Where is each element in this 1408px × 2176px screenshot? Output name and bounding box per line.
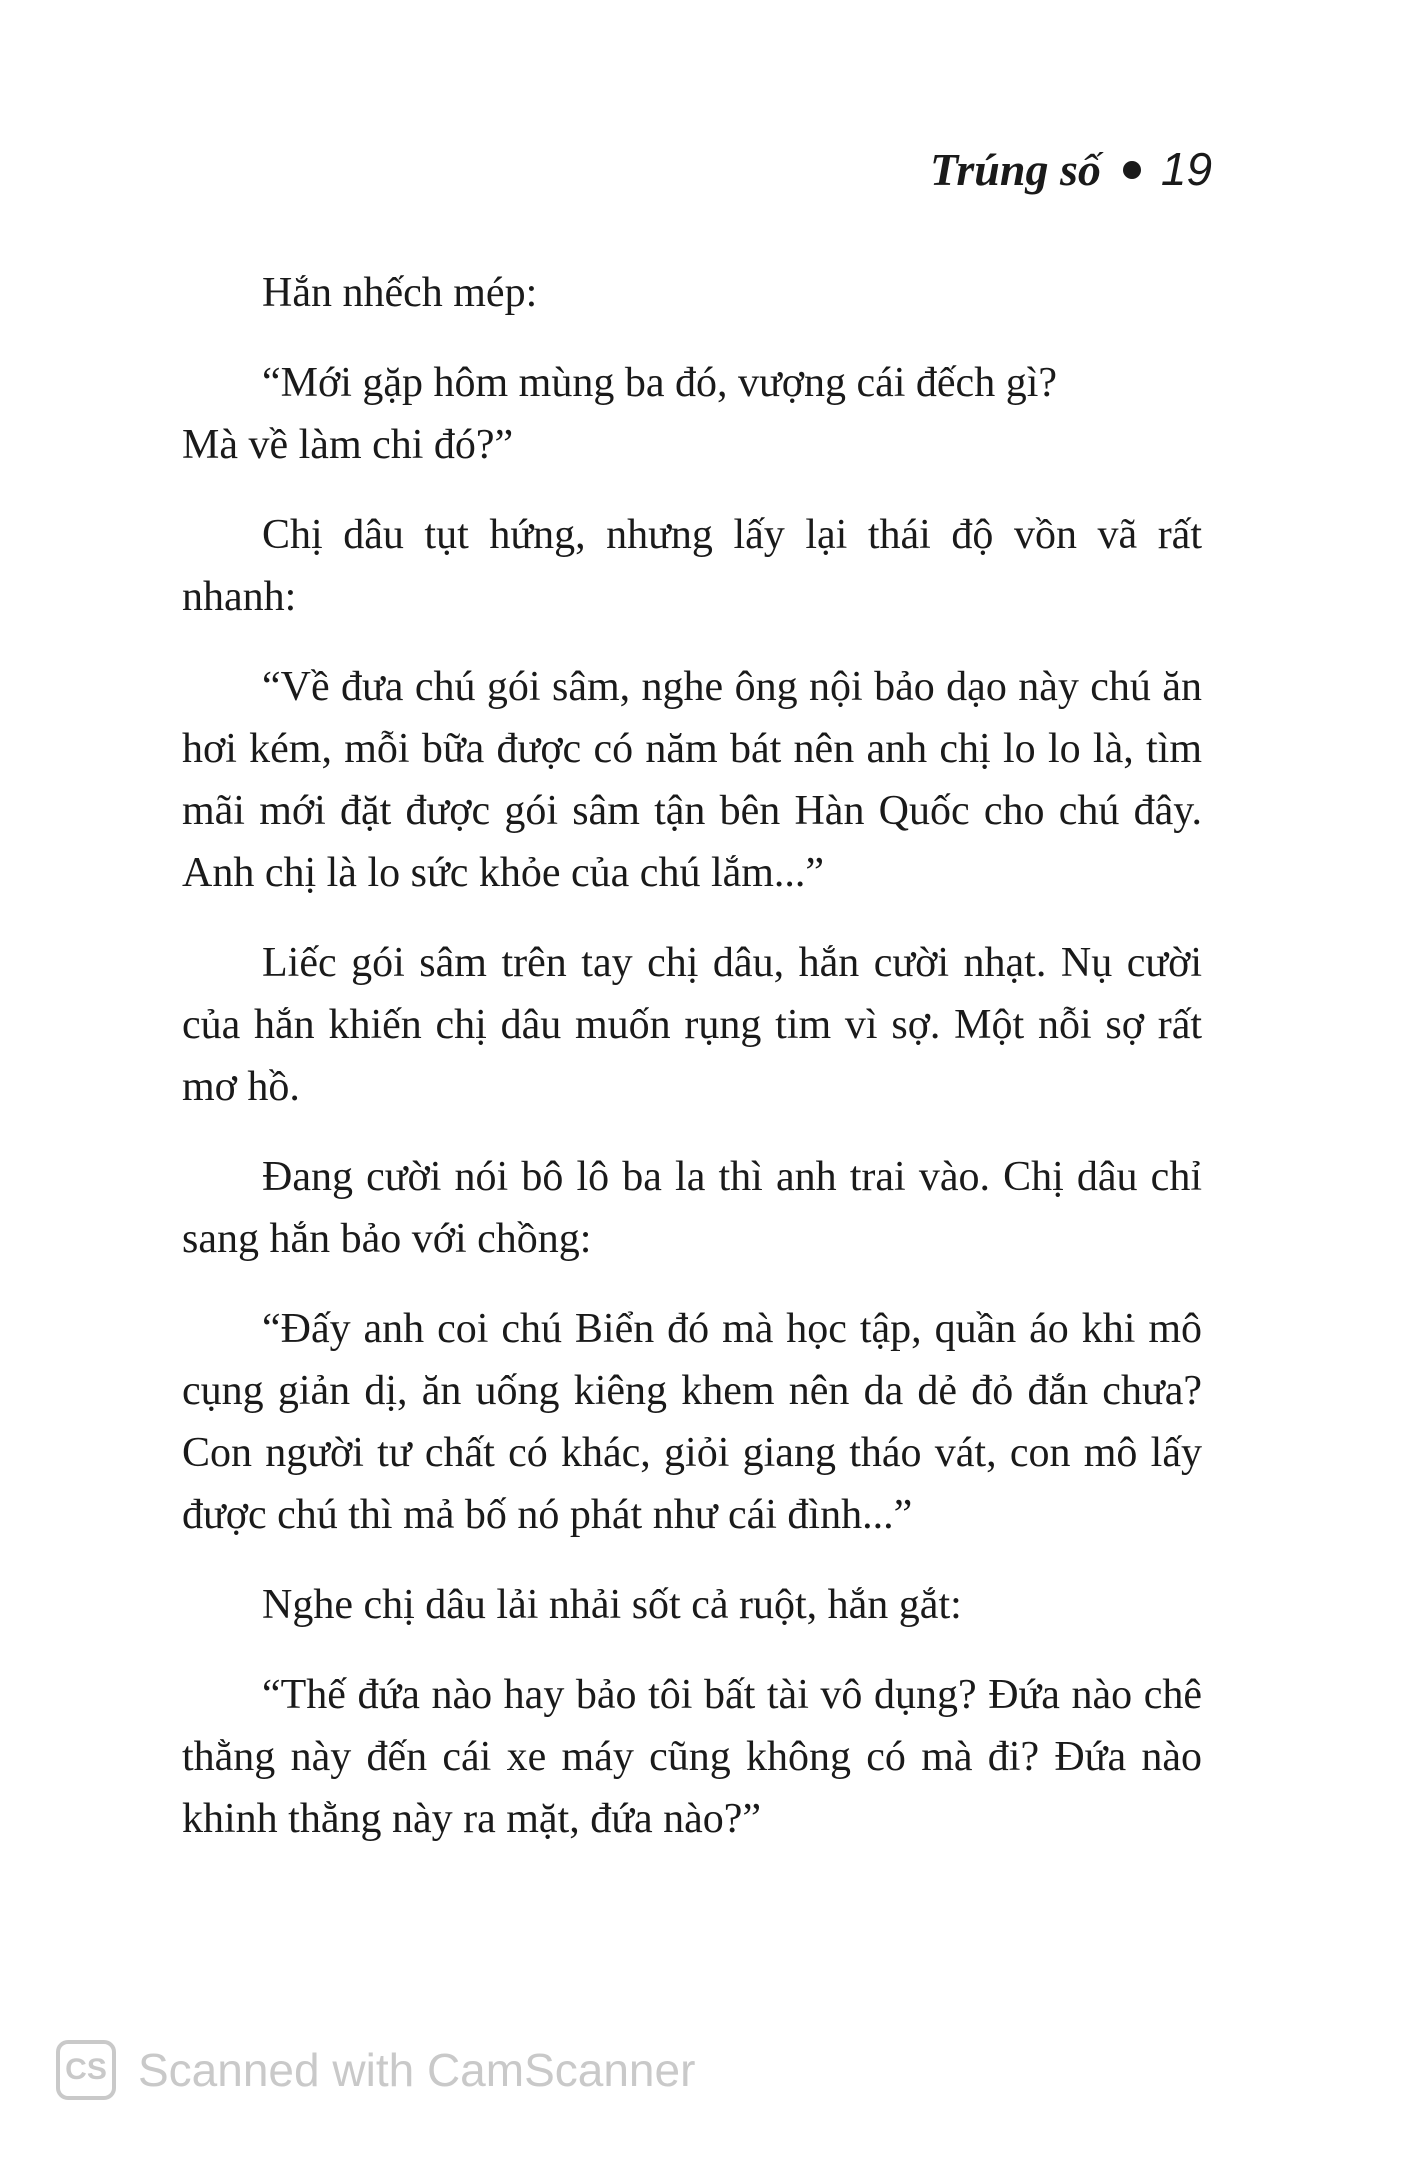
paragraph: Đang cười nói bô lô ba la thì anh trai vào. Chị dâu chỉ sang hắn bảo với chồng: [182,1154,1202,1262]
paragraph: Chị dâu tụt hứng, nhưng lấy lại thái độ vồn vã rất nhanh: [182,512,1202,620]
paragraph: Nghe chị dâu lải nhải sốt cả ruột, hắn gắt: [262,1582,962,1628]
paragraph: “Mới gặp hôm mùng ba đó, vượng cái đếch gì? Mà về làm chi đó?” [182,360,1058,468]
camscanner-watermark [56,2040,695,2100]
page-number: 19 [1160,143,1213,195]
paragraph: “Thế đứa nào hay bảo tôi bất tài vô dụng? Đứa nào chê thằng này đến cái xe máy cũng không có mà đi? Đứa nào khinh thằng này ra mặt, đứa nào?” [182,1672,1202,1842]
chapter-title: Trúng số [930,144,1101,195]
paragraph: Liếc gói sâm trên tay chị dâu, hắn cười nhạt. Nụ cười của hắn khiến chị dâu muốn rụng tim vì sợ. Một nỗi sợ rất mơ hồ. [182,940,1202,1110]
watermark-text: Scanned with CamScanner [138,2044,696,2096]
paragraph: “Đấy anh coi chú Biển đó mà học tập, quần áo khi mô cụng giản dị, ăn uống kiêng khem nên da dẻ đỏ đắn chưa? Con người tư chất có khác, giỏi giang tháo vát, con mô lấy được chú thì mả bố nó phát như cái đình...” [182,1306,1202,1538]
page-header [930,142,1213,196]
paragraph: Hắn nhếch mép: [262,270,538,316]
paragraph: “Về đưa chú gói sâm, nghe ông nội bảo dạo này chú ăn hơi kém, mỗi bữa được có năm bát nên anh chị lo lo là, tìm mãi mới đặt được gói sâm tận bên Hàn Quốc cho chú đây. Anh chị là lo sức khỏe của chú lắm...” [182,664,1202,896]
bullet-dot-icon [1123,161,1141,179]
camscanner-logo-icon: CS [56,2040,116,2100]
page-body [182,262,1202,1878]
